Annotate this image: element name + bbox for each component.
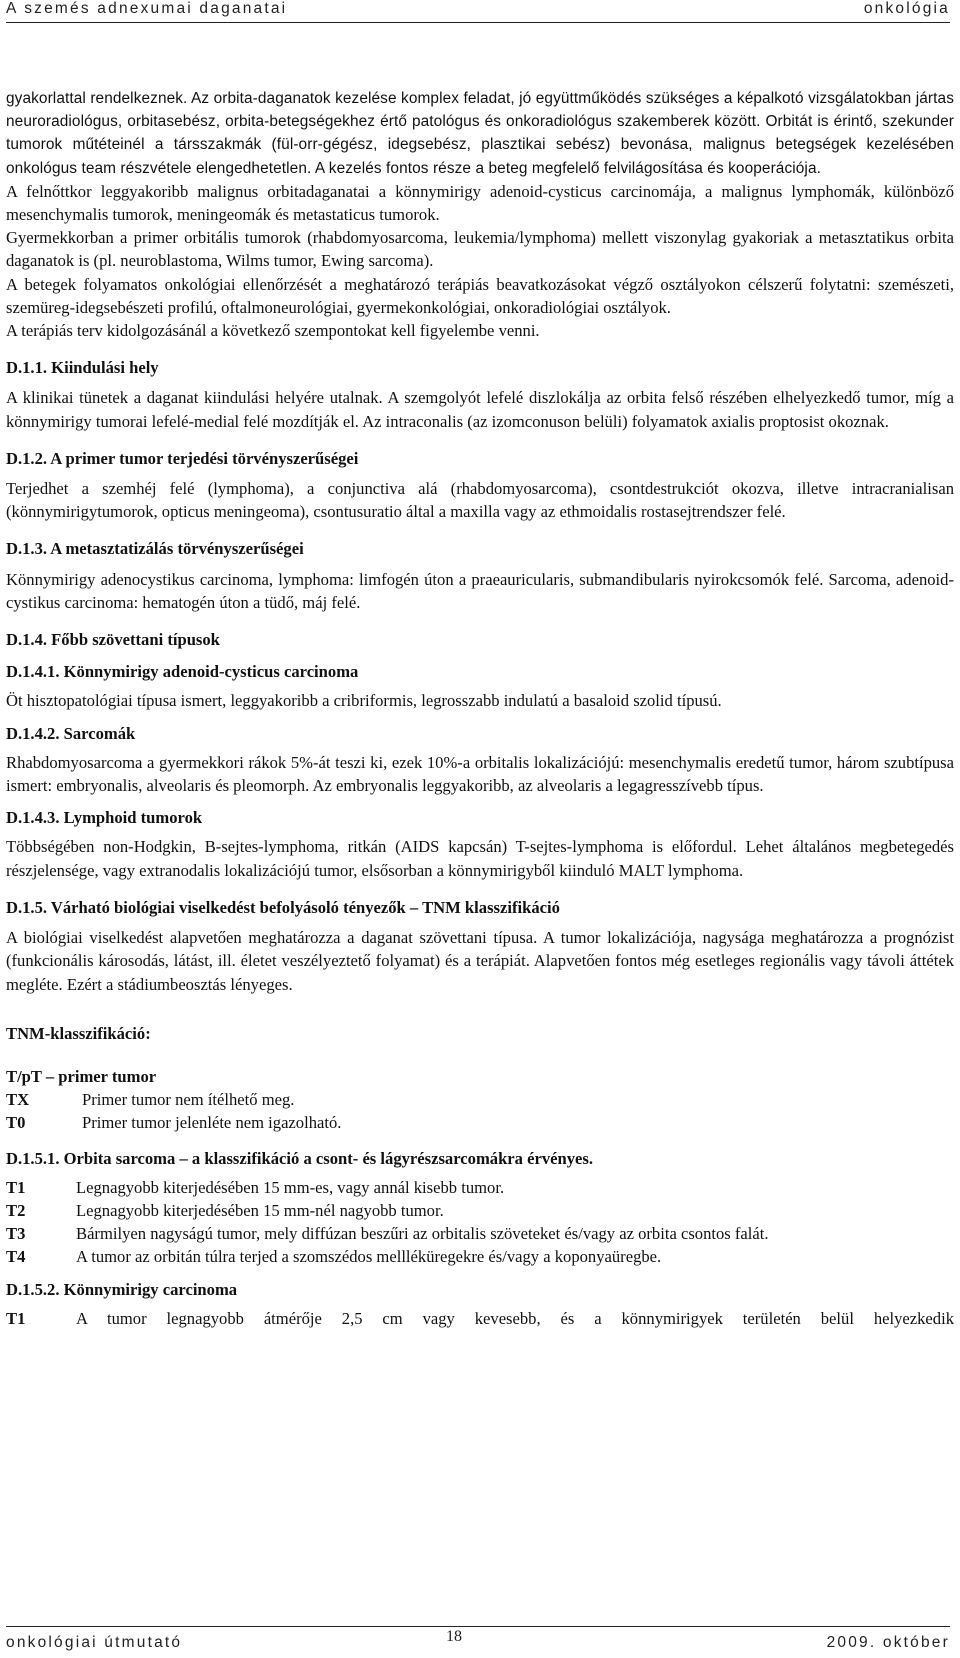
page-number: 18 bbox=[446, 1628, 462, 1645]
list-item bbox=[6, 1307, 954, 1330]
tnm-general-list bbox=[6, 1088, 954, 1134]
intro-paragraph: A betegek folyamatos onkológiai ellenőrzését a meghatározó terápiás beavatkozásokat végző osztályokon célszerű folytatni: szemészeti, szemüreg-idegsebészeti profilú, oftalmoneurológiai, gyermekonkológiai, onkoradiológiai osztályok. bbox=[6, 274, 954, 317]
intro-paragraph: Gyermekkorban a primer orbitális tumorok (rhabdomyosarcoma, leukemia/lymphoma) mellett viszonylag gyakoriak a metasztatikus orbita daganatok is (pl. neuroblastoma, Wilms tumor, Ewing sarcoma). bbox=[6, 228, 954, 271]
section-heading-d1151: D.1.5.1. Orbita sarcoma – a klasszifikáció a csont- és lágyrészsarcomákra érvényes. bbox=[6, 1148, 593, 1168]
section-heading-d1143: D.1.4.3. Lymphoid tumorok bbox=[6, 808, 203, 828]
list-item bbox=[6, 1088, 954, 1111]
footer-publication-title: onkológiai útmutató bbox=[6, 1634, 183, 1651]
orbita-sarcoma-list bbox=[6, 1176, 954, 1269]
section-heading-d112: D.1.2. A primer tumor terjedési törvényszerűségei bbox=[6, 448, 359, 468]
running-footer bbox=[6, 1628, 950, 1656]
intro-paragraph: A felnőttkor leggyakoribb malignus orbitadaganatai a könnymirigy adenoid-cysticus carcinomája, a malignus lymphomák, különböző mesenchymalis tumorok, meningeomák és metastaticus tumorok. bbox=[6, 181, 954, 225]
header-section-name: onkológia bbox=[863, 0, 950, 17]
section-heading-d113: D.1.3. A metasztatizálás törvényszerűségei bbox=[6, 539, 304, 559]
tnm-code: T4 bbox=[6, 1247, 26, 1267]
tnm-description: Primer tumor jelenléte nem igazolható. bbox=[82, 1113, 342, 1133]
intro-paragraph: gyakorlattal rendelkeznek. Az orbita-daganatok kezelése komplex feladat, jó együttműködés szükséges a képalkotó vizsgálatokban jártas neuroradiológus, orbitasebész, orbita-betegségekhez értő patológus és onkoradiológus szakemberek között. Orbitát is érintő, szekunder tumorok műtéteinél a társszakmák (fül-orr-gégész, idegsebész, plasztikai sebész) bevonása, malignus betegségek kezelésében onkológus team részvétele elengedhetetlen. A kezelés fontos része a beteg megfelelő felvilágosítása és kooperációja. bbox=[6, 90, 954, 177]
intro-paragraph: A terápiás terv kidolgozásánál a következő szempontokat kell figyelembe venni. bbox=[6, 321, 540, 341]
list-item bbox=[6, 1222, 954, 1245]
section-text-d112: Terjedhet a szemhéj felé (lymphoma), a conjunctiva alá (rhabdomyosarcoma), csontdestrukciót okozva, illetve intracranialisan (könnymirigytumorok, opticus meningeoma), csontusuratio által a maxilla vagy az ethmoidalis rostasejtrendszer felé. bbox=[6, 479, 954, 522]
page-body bbox=[6, 87, 954, 1330]
list-item bbox=[6, 1111, 954, 1134]
section-heading-d1152: D.1.5.2. Könnymirigy carcinoma bbox=[6, 1279, 238, 1299]
tnm-code: T1 bbox=[6, 1308, 26, 1328]
tnm-description: Legnagyobb kiterjedésében 15 mm-nél nagyobb tumor. bbox=[76, 1200, 444, 1220]
tnm-code: T2 bbox=[6, 1200, 26, 1220]
list-item bbox=[6, 1245, 954, 1268]
tnm-subheading: T/pT – primer tumor bbox=[6, 1066, 157, 1086]
section-text-d1142: Rhabdomyosarcoma a gyermekkori rákok 5%-át teszi ki, ezek 10%-a orbitalis lokalizációjú: mesenchymalis eredetű tumor, három szubtípusa ismert: embryonalis, alveolaris és pleomorph. Az embryonalis leggyakoribb, az alveolaris a legagresszívebb típus. bbox=[6, 752, 954, 796]
tnm-description: A tumor az orbitán túlra terjed a szomszédos mellléküregekre és/vagy a koponyaüregbe. bbox=[76, 1247, 662, 1267]
section-heading-d1141: D.1.4.1. Könnymirigy adenoid-cysticus carcinoma bbox=[6, 662, 359, 682]
tnm-code: T3 bbox=[6, 1224, 26, 1244]
header-chapter-title: A szemés adnexumai daganatai bbox=[6, 0, 288, 17]
section-text-d111: A klinikai tünetek a daganat kiindulási helyére utalnak. A szemgolyót lefelé diszlokálja az orbita felső részében elhelyezkedő tumor, míg a könnymirigy tumorai lefelé-medial felé mozdítják el. Az intraconalis (az izomconuson belüli) folyamatok axialis proptosist okoznak. bbox=[6, 388, 954, 431]
tnm-description: A tumor legnagyobb átmérője 2,5 cm vagy kevesebb, és a könnymirigyek területén belül helyezkedik bbox=[76, 1308, 954, 1328]
tnm-description: Primer tumor nem ítélhető meg. bbox=[82, 1090, 295, 1110]
tnm-code: T0 bbox=[6, 1113, 26, 1133]
section-text-d115: A biológiai viselkedést alapvetően meghatározza a daganat szövettani típusa. A tumor lokalizációja, nagysága meghatározza a prognózist (funkcionális károsodás, látást, ill. életet veszélyeztető folyamat) és a terápiát. Alapvetően fontos még esetleges regionális vagy távoli áttétek megléte. Ezért a stádiumbeosztás lényeges. bbox=[6, 928, 954, 994]
section-heading-d115: D.1.5. Várható biológiai viselkedést befolyásoló tényezők – TNM klasszifikáció bbox=[6, 897, 560, 917]
section-heading-d1142: D.1.4.2. Sarcomák bbox=[6, 723, 136, 743]
tnm-code: TX bbox=[6, 1090, 30, 1110]
tnm-description: Bármilyen nagyságú tumor, mely diffúzan beszűri az orbitalis szöveteket és/vagy az orbita csontos falát. bbox=[76, 1224, 769, 1244]
tnm-code: T1 bbox=[6, 1177, 26, 1197]
lacrimal-carcinoma-list bbox=[6, 1307, 954, 1330]
section-heading-d114: D.1.4. Főbb szövettani típusok bbox=[6, 630, 220, 650]
section-heading-d111: D.1.1. Kiindulási hely bbox=[6, 358, 159, 378]
running-header bbox=[6, 0, 950, 23]
tnm-description: Legnagyobb kiterjedésében 15 mm-es, vagy annál kisebb tumor. bbox=[76, 1177, 505, 1197]
list-item bbox=[6, 1176, 954, 1199]
list-item bbox=[6, 1199, 954, 1222]
footer-rule bbox=[6, 1626, 950, 1627]
footer-date: 2009. október bbox=[826, 1634, 950, 1651]
section-text-d1143: Többségében non-Hodgkin, B-sejtes-lymphoma, ritkán (AIDS kapcsán) T-sejtes-lymphoma is előfordul. Lehet általános megbetegedés részjelensége, vagy extranodalis lokalizációjú tumor, elsősorban a könnymirigyből kiinduló MALT lymphoma. bbox=[6, 837, 954, 880]
section-text-d1141: Öt hisztopatológiai típusa ismert, leggyakoribb a cribriformis, legrosszabb indulatú a basaloid szolid típusú. bbox=[6, 691, 722, 711]
tnm-heading: TNM-klasszifikáció: bbox=[6, 1023, 151, 1043]
section-text-d113: Könnymirigy adenocystikus carcinoma, lymphoma: limfogén úton a praeauricularis, submandibularis nyirokcsomók felé. Sarcoma, adenoid-cystikus carcinoma: hematogén úton a tüdő, máj felé. bbox=[6, 569, 954, 612]
